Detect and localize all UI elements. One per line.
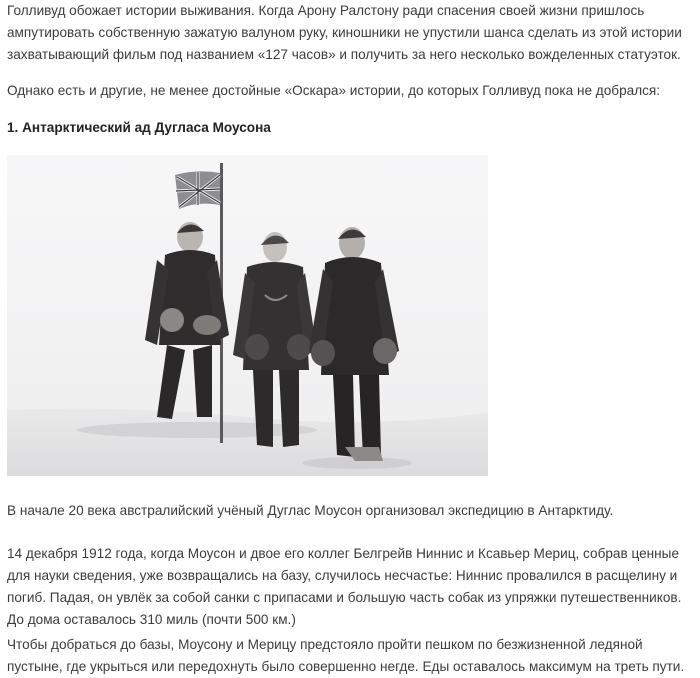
expedition-photo bbox=[7, 155, 488, 476]
oscar-paragraph: Однако есть и другие, не менее достойные «Оскара» истории, до которых Голливуд пока не добрался: bbox=[7, 83, 661, 98]
intro-paragraph: Голливуд обожает истории выживания. Когда Арону Ралстону ради спасения своей жизни пришлось ампутировать собственную зажатую валуном руку, киношники не упустили шанса сделать из этой истории захватывающий фильм под названием «127 часов» и получить за него несколько вожделенных статуэток. bbox=[7, 3, 682, 62]
flag-icon bbox=[175, 171, 220, 209]
december-paragraph: 14 декабря 1912 года, когда Моусон и двое его коллег Белгрейв Ниннис и Ксавьер Мериц, собрав ценные для науки сведения, уже возвращались на базу, случилось несчастье: Ниннис провалился в расщелину и погиб. Падая, он увлёк за собой санки с припасами и большую часть собак из упряжки путешественников. До дома оставалось 310 миль (почти 500 км.) bbox=[7, 546, 682, 627]
section-heading: 1. Антарктический ад Дугласа Моусона bbox=[7, 120, 271, 135]
base-paragraph: Чтобы добраться до базы, Моусону и Мерицу предстояло пройти пешком по безжизненной ледяной пустыне, где укрыться или передохнуть было совершенно негде. Еды оставалось максимум на треть пути. bbox=[7, 637, 685, 674]
mawson-paragraph: В начале 20 века австралийский учёный Дуглас Моусон организовал экспедицию в Антарктиду. bbox=[7, 503, 614, 518]
three-explorers-with-flag-photo bbox=[7, 155, 488, 476]
